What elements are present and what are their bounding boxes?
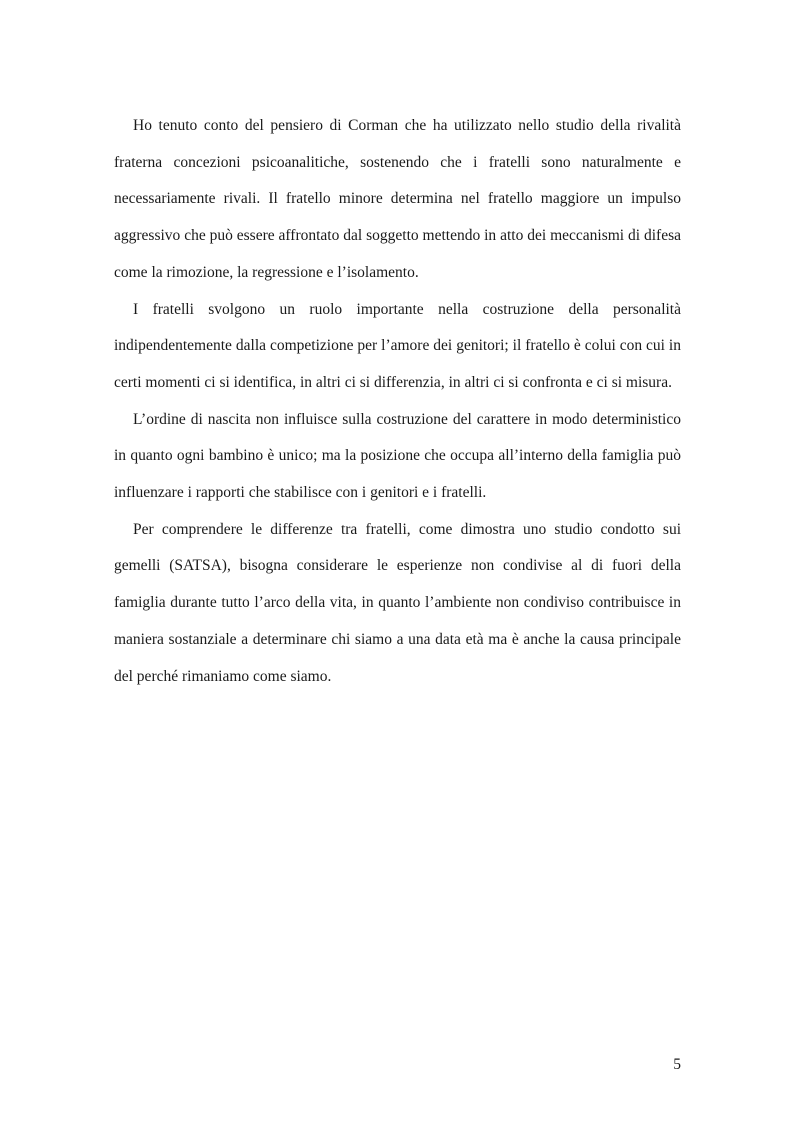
page-number: 5 <box>673 1056 681 1073</box>
paragraph-1: Ho tenuto conto del pensiero di Corman che ha utilizzato nello studio della rivalità fraterna concezioni psicoanalitiche, sostenendo che i fratelli sono naturalmente e necessariamente rivali. Il fratello minore determina nel fratello maggiore un impulso aggressivo che può essere affrontato dal soggetto mettendo in atto dei meccanismi di difesa come la rimozione, la regressione e l’isolamento. <box>114 117 681 281</box>
paragraph-2: I fratelli svolgono un ruolo importante nella costruzione della personalità indipendentemente dalla competizione per l’amore dei genitori; il fratello è colui con cui in certi momenti ci si identifica, in altri ci si differenzia, in altri ci si confronta e ci si misura. <box>114 300 681 391</box>
paragraph-4: Per comprendere le differenze tra fratelli, come dimostra uno studio condotto sui gemelli (SATSA), bisogna considerare le esperienze non condivise al di fuori della famiglia durante tutto l’arco della vita, in quanto l’ambiente non condiviso contribuisce in maniera sostanziale a determinare chi siamo a una data età ma è anche la causa principale del perché rimaniamo come siamo. <box>114 520 681 685</box>
paragraph-3: L’ordine di nascita non influisce sulla costruzione del carattere in modo deterministico in quanto ogni bambino è unico; ma la posizione che occupa all’interno della famiglia può influenzare i rapporti che stabilisce con i genitori e i fratelli. <box>114 410 681 502</box>
body-text <box>114 108 681 695</box>
